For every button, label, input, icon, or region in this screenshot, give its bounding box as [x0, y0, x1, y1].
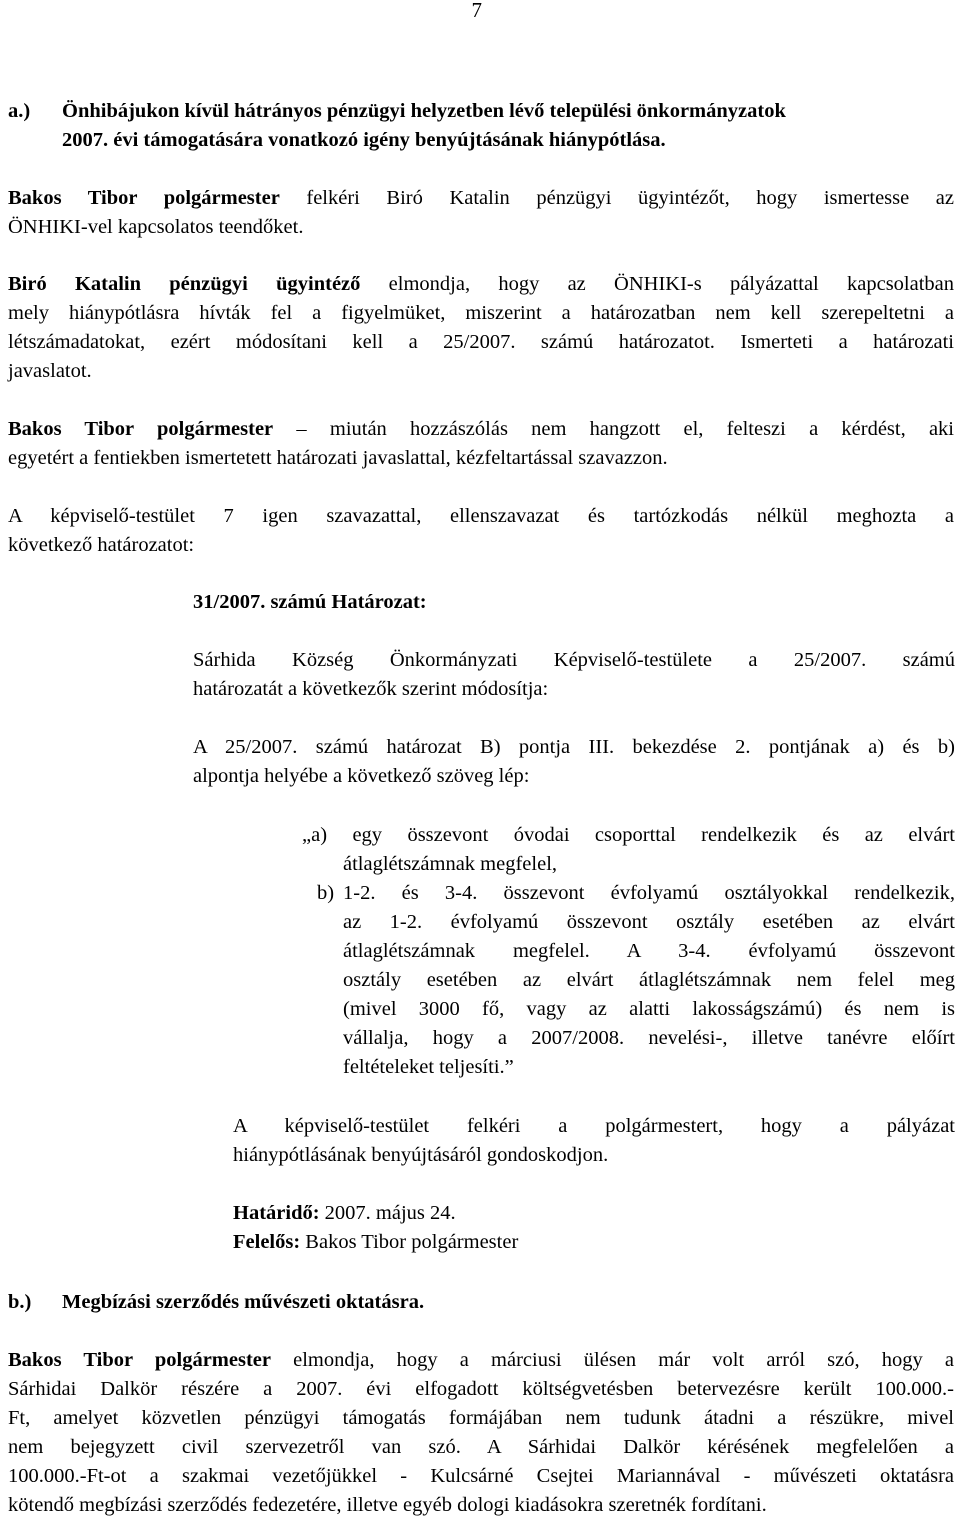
- speaker-name: Bakos Tibor polgármester: [8, 187, 280, 209]
- text-line: kötendő megbízási szerződés fedezetére, illetve egyéb dologi kiadásokra szeretnék fordítani.: [8, 1494, 767, 1516]
- text-line: – miután hozzászólás nem hangzott el, felteszi a kérdést, aki: [273, 418, 954, 440]
- paragraph-mayor-request: [8, 184, 954, 213]
- text-line: nem bejegyzett civil szervezetről van szó. A Sárhidai Dalkör kérésének megfelelően a: [8, 1436, 954, 1458]
- quoted-item-b: 1-2. és 3-4. összevont évfolyamú osztályokkal rendelkezik,: [343, 882, 955, 904]
- text-line: elmondja, hogy az ÖNHIKI-s pályázattal kapcsolatban: [360, 273, 955, 295]
- section-a-letter: a.): [8, 100, 31, 122]
- deadline-value: 2007. május 24.: [319, 1202, 456, 1224]
- text-line: elmondja, hogy a márciusi ülésen már volt arról szó, hogy a: [270, 1349, 954, 1371]
- responsible: [233, 1228, 518, 1257]
- section-a-heading: [0, 97, 960, 157]
- text-line: létszámadatokat, ezért módosítani kell a 25/2007. számú határozatot. Ismerteti a határozati: [8, 331, 954, 353]
- text-line: következő határozatot:: [8, 534, 195, 556]
- text-line: hiánypótlásának benyújtásáról gondoskodjon.: [233, 1144, 609, 1166]
- paragraph-clerk: [8, 270, 954, 299]
- section-b-letter: b.): [8, 1291, 32, 1313]
- text-line: mely hiánypótlásra hívták fel a figyelmüket, miszerint a határozatban nem kell szerepeltetni a: [8, 302, 954, 324]
- text-line: vállalja, hogy a 2007/2008. nevelési-, illetve tanévre előírt: [343, 1027, 955, 1049]
- text-line: 100.000.-Ft-ot a szakmai vezetőjükkel - Kulcsárné Csejtei Mariannával - művészeti oktatásra: [8, 1465, 954, 1487]
- text-line: javaslatot.: [8, 360, 92, 382]
- paragraph-vote-call: [8, 415, 954, 444]
- page-number: 7: [471, 0, 482, 22]
- text-line: Sárhidai Dalkör részére a 2007. évi elfogadott költségvetésben betervezésre került 100.000.-: [8, 1378, 954, 1400]
- paragraph-dalkor: [8, 1346, 954, 1375]
- responsible-label: Felelős:: [233, 1231, 301, 1253]
- text-line: egyetért a fentiekben ismertetett határozati javaslattal, kézfeltartással szavazzon.: [8, 447, 668, 469]
- text-line: feltételeket teljesíti.”: [343, 1056, 514, 1078]
- deadline-label: Határidő:: [233, 1202, 320, 1224]
- deadline: [233, 1199, 456, 1228]
- text-line: átlaglétszámnak megfelel. A 3-4. évfolyamú összevont: [343, 940, 955, 962]
- speaker-name: Biró Katalin pénzügyi ügyintéző: [8, 273, 361, 295]
- text-line: osztály esetében az elvárt átlaglétszámnak nem felel meg: [343, 969, 955, 991]
- section-a-title-line2: 2007. évi támogatására vonatkozó igény benyújtásának hiánypótlása.: [62, 129, 666, 151]
- text-line: alpontja helyébe a következő szöveg lép:: [193, 765, 530, 787]
- resolution-text: A 25/2007. számú határozat B) pontja III. bekezdése 2. pontjának a) és b): [193, 736, 955, 758]
- text-line: Ft, amelyet közvetlen pénzügyi támogatás formájában nem tudunk átadni a részükre, mivel: [8, 1407, 954, 1429]
- text-line: felkéri Biró Katalin pénzügyi ügyintézőt, hogy ismertesse az: [279, 187, 954, 209]
- text-line: átlaglétszámnak megfelel,: [343, 853, 558, 875]
- resolution-text: Sárhida Község Önkormányzati Képviselő-testülete a 25/2007. számú: [193, 649, 955, 671]
- item-b-letter: b): [317, 882, 335, 904]
- text-line: ÖNHIKI-vel kapcsolatos teendőket.: [8, 216, 304, 238]
- paragraph-vote-result: A képviselő-testület 7 igen szavazattal, ellenszavazat és tartózkodás nélkül meghozta a: [8, 505, 954, 527]
- responsible-value: Bakos Tibor polgármester: [300, 1231, 519, 1253]
- section-b-heading: [0, 1288, 960, 1318]
- section-b-title: Megbízási szerződés művészeti oktatásra.: [62, 1291, 425, 1313]
- speaker-name: Bakos Tibor polgármester: [8, 418, 274, 440]
- quoted-item-a: „a) egy összevont óvodai csoporttal rendelkezik és az elvárt: [302, 824, 955, 846]
- speaker-name: Bakos Tibor polgármester: [8, 1349, 271, 1371]
- text-line: az 1-2. évfolyamú összevont osztály esetében az elvárt: [343, 911, 955, 933]
- resolution-title: 31/2007. számú Határozat:: [193, 591, 427, 613]
- text-line: (mivel 3000 fő, vagy az alatti lakosságszámú) és nem is: [343, 998, 955, 1020]
- section-a-title-line1: Önhibájukon kívül hátrányos pénzügyi helyzetben lévő települési önkormányzatok: [62, 100, 786, 122]
- resolution-instruction: A képviselő-testület felkéri a polgármestert, hogy a pályázat: [233, 1115, 955, 1137]
- text-line: határozatát a következők szerint módosítja:: [193, 678, 549, 700]
